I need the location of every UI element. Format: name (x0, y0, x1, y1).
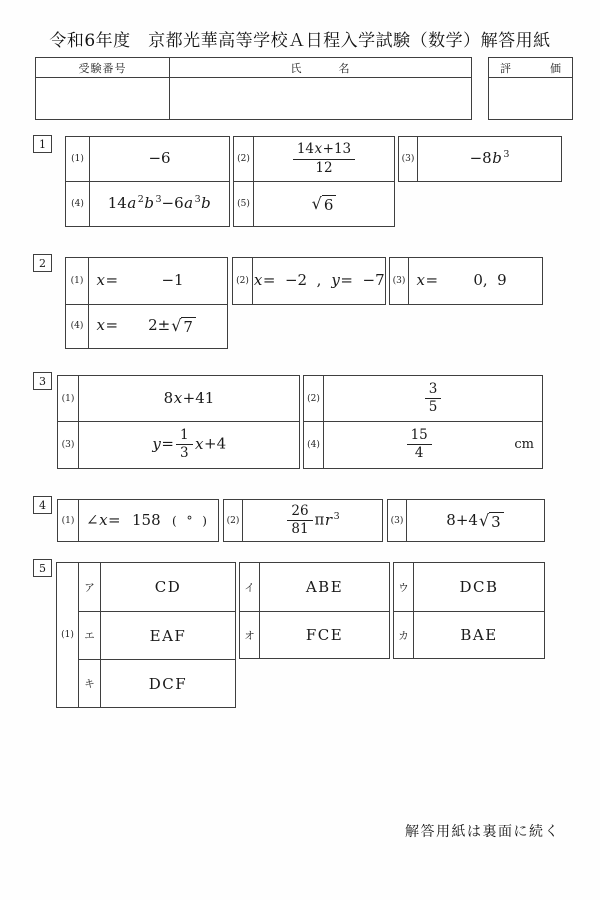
answer-value: 2± √ 7 (148, 316, 197, 336)
q2-item-2 (232, 257, 386, 305)
q1-item-3-answer (418, 137, 561, 181)
q5-answer-ki: DCF (148, 674, 188, 693)
name-field (170, 78, 471, 119)
q5-group-right (393, 562, 545, 659)
name-column (169, 58, 471, 119)
q5-row-ki (79, 659, 235, 707)
answer-value: y= $\frac{1}{3}$ x+4 (152, 426, 227, 461)
q1-item-2-answer (254, 137, 394, 181)
q1-item-5-answer (254, 182, 394, 226)
q3-item-2-label: (2) (304, 376, 324, 421)
q5-row-e (79, 611, 235, 659)
q3-item-1-answer (79, 376, 299, 421)
evaluation-label: 評 価 (489, 58, 572, 78)
q1-item-4-answer (90, 182, 229, 226)
q2-item-4-label: (4) (66, 305, 89, 348)
exam-number-column (36, 58, 169, 119)
q2-item-2-label: (2) (233, 258, 253, 304)
answer-prefix: x= (416, 271, 439, 290)
q1-item-2-label: (2) (234, 137, 254, 181)
answer-value: 14a $^2$b $^3$−6a $^3$b (107, 193, 211, 212)
question-5-number: 5 (33, 559, 52, 577)
q3-item-3 (57, 421, 300, 469)
answer-value: x= −2 , y= −7 (253, 271, 385, 290)
answer-prefix: x= (96, 271, 119, 290)
question-3-number: 3 (33, 372, 52, 390)
q5-item-label: (1) (57, 563, 79, 707)
question-1-number: 1 (33, 135, 52, 153)
q3-item-4-label: (4) (304, 422, 324, 468)
q5-answer-u: DCB (459, 578, 499, 596)
q1-item-3 (398, 136, 562, 182)
q4-item-1-label: (1) (58, 500, 79, 541)
answer-value: 0, 9 (473, 271, 507, 290)
q2-item-3-label: (3) (390, 258, 409, 304)
answer-prefix: x= (96, 316, 119, 335)
q5-kana-ki: キ (79, 660, 101, 707)
q2-item-1-answer (89, 258, 227, 304)
examinee-header-table (35, 57, 472, 120)
q5-answer-o: FCE (305, 626, 344, 644)
evaluation-box (488, 57, 573, 120)
q3-item-1 (57, 375, 300, 422)
answer-value: 8+4 √ 3 (446, 511, 504, 531)
answer-value: 8x+41 (163, 388, 215, 407)
q5-row-u (394, 563, 544, 611)
q5-answer-e: EAF (149, 626, 187, 645)
q3-item-2-answer (324, 376, 542, 421)
q1-item-4 (65, 181, 230, 227)
q4-item-3 (387, 499, 545, 542)
q1-item-3-label: (3) (399, 137, 418, 181)
q1-item-1-label: (1) (66, 137, 90, 181)
question-2-number: 2 (33, 254, 52, 272)
answer-value: −1 (161, 271, 184, 290)
q5-answer-ka: BAE (460, 626, 498, 644)
q4-item-2-answer (243, 500, 382, 541)
q5-group-middle (239, 562, 390, 659)
exam-number-field (36, 78, 169, 119)
q5-kana-o: オ (240, 612, 260, 658)
q5-row-a (79, 563, 235, 611)
q1-item-2 (233, 136, 395, 182)
q1-item-1-answer (90, 137, 229, 181)
q1-item-5 (233, 181, 395, 227)
answer-value: $\frac{26}{81}$ πr $^3$ (285, 504, 339, 537)
question-4-number: 4 (33, 496, 52, 514)
answer-value: $\frac{15}{4}$ (405, 428, 434, 461)
q5-row-i (240, 563, 389, 611)
exam-number-label: 受験番号 (36, 58, 169, 78)
q2-item-3-answer (409, 258, 542, 304)
q3-item-4 (303, 421, 543, 469)
answer-value: −6 (148, 149, 171, 168)
q5-row-o (240, 611, 389, 658)
q4-item-2 (223, 499, 383, 542)
name-label: 氏 名 (170, 58, 471, 78)
q4-item-1 (57, 499, 219, 542)
q3-item-3-label: (3) (58, 422, 79, 468)
q3-item-1-label: (1) (58, 376, 79, 421)
q5-group-left (56, 562, 236, 708)
q5-row-ka (394, 611, 544, 658)
q2-item-4 (65, 304, 228, 349)
q2-item-2-answer (253, 258, 385, 304)
page-title: 令和6年度 京都光華高等学校Ａ日程入学試験（数学）解答用紙 (49, 31, 551, 51)
footer-note: 解答用紙は裏面に続く (405, 824, 560, 840)
evaluation-field (489, 78, 572, 119)
answer-value: $\frac{14x+13}{12}$ (291, 142, 357, 175)
q4-item-3-answer (407, 500, 544, 541)
q2-item-3 (389, 257, 543, 305)
q1-item-5-label: (5) (234, 182, 254, 226)
answer-value: $\frac{3}{5}$ (423, 382, 444, 415)
q5-kana-i: イ (240, 563, 260, 611)
q5-kana-u: ウ (394, 563, 414, 611)
answer-unit: cm (514, 437, 534, 452)
q5-kana-ka: カ (394, 612, 414, 658)
q5-kana-a: ア (79, 563, 101, 611)
q5-answer-i: ABE (305, 578, 344, 596)
q3-item-4-answer (324, 422, 542, 468)
answer-prefix: ∠x= (86, 510, 121, 529)
q4-item-2-label: (2) (224, 500, 243, 541)
answer-unit: ( ° ) (172, 513, 210, 528)
q1-item-4-label: (4) (66, 182, 90, 226)
q3-item-3-answer (79, 422, 299, 468)
q4-item-3-label: (3) (388, 500, 407, 541)
q5-kana-e: エ (79, 612, 101, 659)
q2-item-4-answer (89, 305, 227, 348)
q4-item-1-answer (79, 500, 218, 541)
answer-value: −8b $^3$ (469, 149, 510, 168)
answer-value: 158 (131, 510, 161, 529)
q2-item-1 (65, 257, 228, 305)
q3-item-2 (303, 375, 543, 422)
q5-answer-a: CD (154, 578, 182, 596)
q2-item-1-label: (1) (66, 258, 89, 304)
q1-item-1 (65, 136, 230, 182)
answer-value: √ 6 (311, 194, 338, 214)
